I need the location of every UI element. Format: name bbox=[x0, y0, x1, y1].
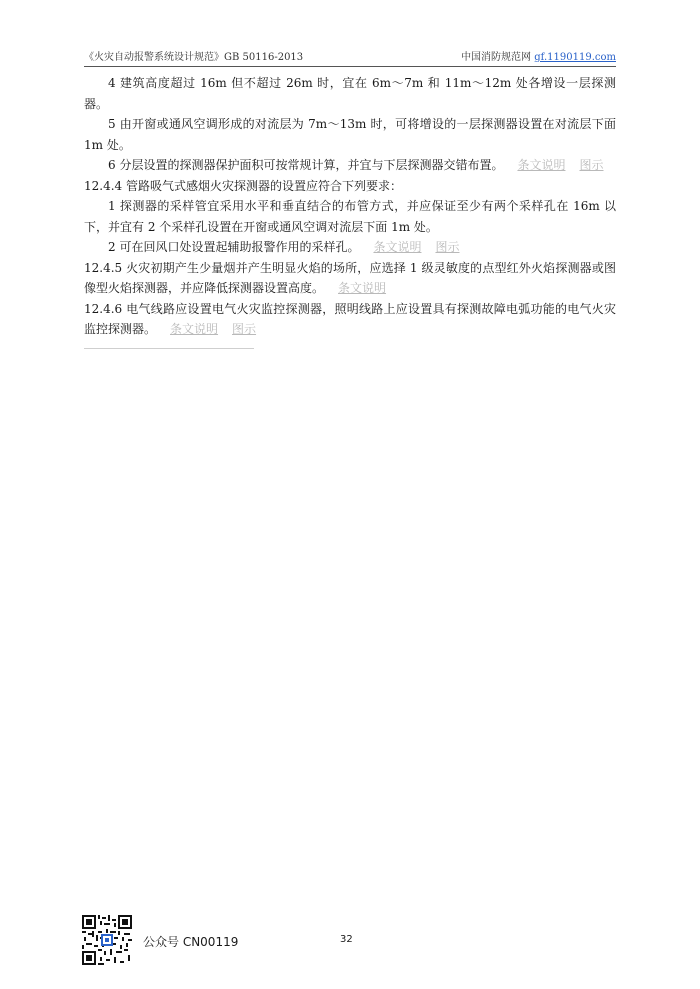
header-divider bbox=[84, 66, 616, 67]
diagram-link[interactable]: 图示 bbox=[579, 158, 604, 172]
clause-paragraph bbox=[84, 155, 616, 176]
clause-text: 5 由开窗或通风空调形成的对流层为 7m～13m 时，可将增设的一层探测器设置在对流层下面 1m 处。 bbox=[84, 117, 616, 152]
page-header bbox=[84, 51, 616, 65]
clause-text: 12.4.6 电气线路应设置电气火灾监控探测器，照明线路上应设置具有探测故障电弧功能的电气火灾监控探测器。 bbox=[84, 301, 616, 336]
explanation-link[interactable]: 条文说明 bbox=[373, 240, 422, 254]
qr-code-icon bbox=[82, 915, 132, 965]
header-site-info bbox=[461, 51, 616, 65]
clause-paragraph bbox=[84, 258, 616, 299]
clause-paragraph bbox=[84, 237, 616, 258]
page-number: 32 bbox=[340, 934, 353, 945]
clause-text: 2 可在回风口处设置起辅助报警作用的采样孔。 bbox=[108, 240, 360, 254]
explanation-link[interactable]: 条文说明 bbox=[170, 322, 219, 336]
clause-text: 12.4.5 火灾初期产生少量烟并产生明显火焰的场所，应选择 1 级灵敏度的点型红外火焰探测器或图像型火焰探测器，并应降低探测器设置高度。 bbox=[84, 260, 616, 295]
clause-text: 6 分层设置的探测器保护面积可按常规计算，并宜与下层探测器交错布置。 bbox=[108, 158, 504, 172]
clause-text: 4 建筑高度超过 16m 但不超过 26m 时，宜在 6m～7m 和 11m～12m 处各增设一层探测器。 bbox=[84, 76, 616, 111]
clause-paragraph bbox=[84, 299, 616, 340]
clause-paragraph bbox=[84, 114, 616, 155]
clause-paragraph bbox=[84, 73, 616, 114]
header-site-link[interactable]: gf.1190119.com bbox=[534, 52, 616, 63]
explanation-link[interactable]: 条文说明 bbox=[338, 281, 387, 295]
footnote-divider bbox=[84, 348, 254, 349]
document-body bbox=[84, 73, 616, 340]
header-site-name: 中国消防规范网 bbox=[461, 52, 532, 63]
diagram-link[interactable]: 图示 bbox=[232, 322, 257, 336]
clause-text: 12.4.4 管路吸气式感烟火灾探测器的设置应符合下列要求： bbox=[84, 178, 402, 193]
explanation-link[interactable]: 条文说明 bbox=[517, 158, 566, 172]
clause-text: 1 探测器的采样管宜采用水平和垂直结合的布管方式，并应保证至少有两个采样孔在 16m 以下，并宜有 2 个采样孔设置在开窗或通风空调对流层下面 1m 处。 bbox=[84, 199, 616, 234]
wechat-account-label: 公众号 CN00119 bbox=[143, 935, 239, 949]
diagram-link[interactable]: 图示 bbox=[435, 240, 460, 254]
clause-paragraph bbox=[84, 196, 616, 237]
clause-paragraph bbox=[84, 176, 616, 197]
header-document-title: 《火灾自动报警系统设计规范》GB 50116-2013 bbox=[84, 52, 304, 63]
